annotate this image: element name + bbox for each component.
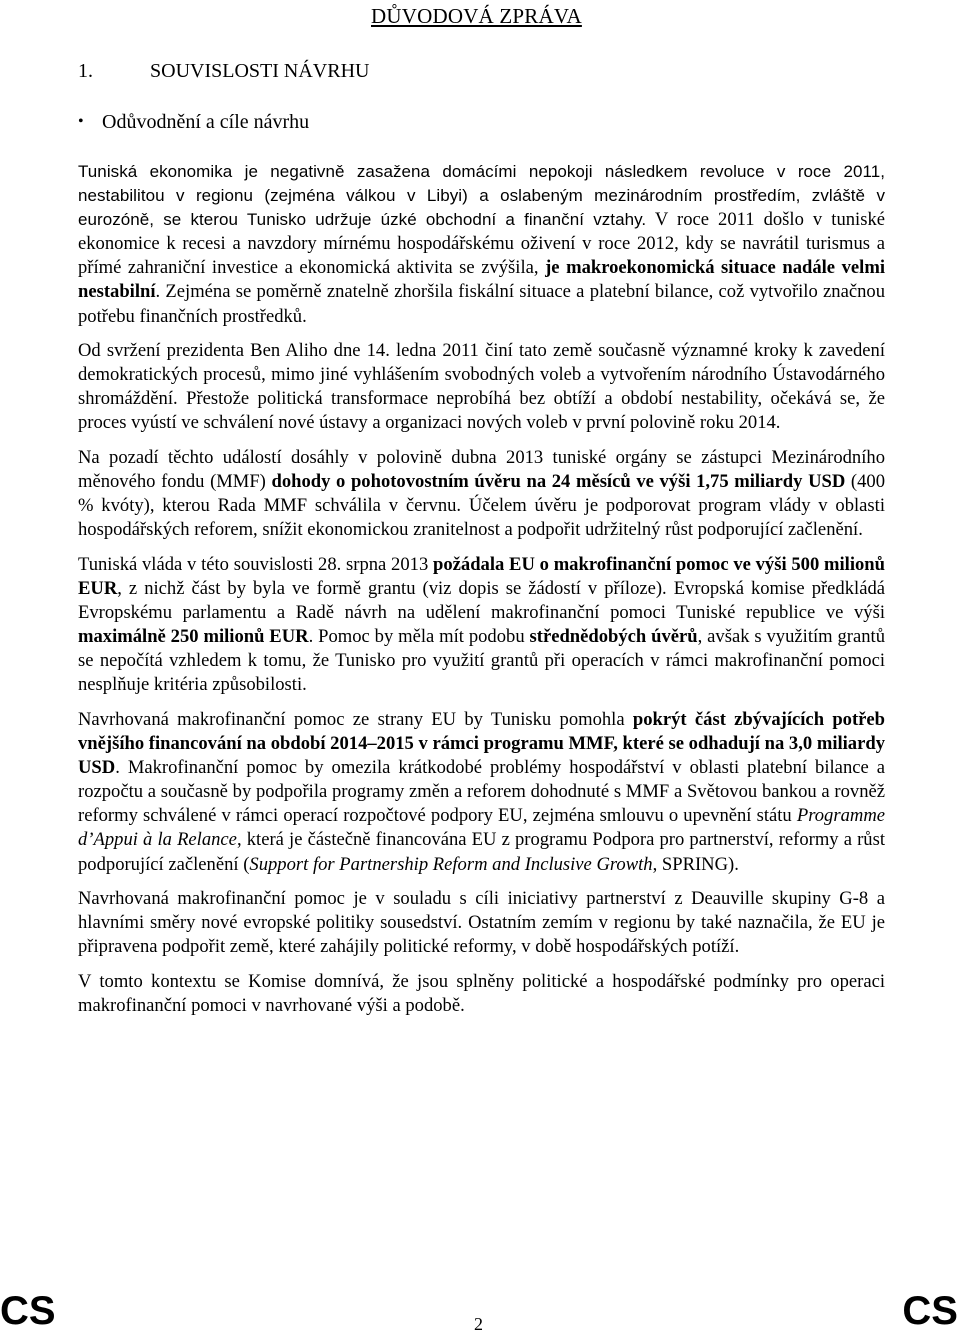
text-run: V roce 2011 došlo v tuniské ekonomice k recesi a navzdory mírnému hospodářskému oživení v roce 2012, kdy se navrátil turismus a přímé zahraniční investice a ekonomická aktivita se zvýšila, xyxy=(78,209,885,279)
text-run: , SPRING). xyxy=(652,853,739,875)
bold-text: je makroekonomická situace nadále velmi nestabilní xyxy=(78,257,885,303)
bold-text: střednědobých úvěrů xyxy=(529,626,698,648)
text-run: Od svržení prezidenta Ben Aliho dne 14. ledna 2011 činí tato země současně významné kroky k zavedení demokratických procesů, mimo jiné vyhlášením svobodných voleb a vytvořením národního Ústavodárného shromáždění. Přestože politická transformace neprobíhá bez obtíží a období nestability, očekává se, že proces vyústí ve schválení nové ústavy a organizaci nových voleb v první polovině roku 2014. xyxy=(78,340,885,434)
body-paragraph xyxy=(78,160,885,329)
italic-text: Programme d’Appui à la Relance xyxy=(78,805,885,851)
page-title: DŮVODOVÁ ZPRÁVA xyxy=(371,4,582,28)
document-body xyxy=(78,160,885,1029)
bullet-icon: • xyxy=(78,113,84,130)
section-title: SOUVISLOSTI NÁVRHU xyxy=(150,60,370,82)
text-run: Navrhovaná makrofinanční pomoc ze strany EU by Tunisku pomohla xyxy=(78,708,633,730)
body-paragraph xyxy=(78,553,885,698)
body-paragraph xyxy=(78,887,885,959)
italic-text: Support for Partnership Reform and Inclusive Growth xyxy=(249,853,653,875)
section-number: 1. xyxy=(78,60,93,82)
subsection-title: Odůvodnění a cíle návrhu xyxy=(102,111,310,133)
text-run: , avšak s využitím grantů se nepočítá vzhledem k tomu, že Tunisko pro využití grantů při operacích v rámci makrofinanční pomoci nesplňuje kritéria způsobilosti. xyxy=(78,626,885,696)
bold-text: dohody o pohotovostním úvěru na 24 měsíců ve výši 1,75 miliardy USD xyxy=(271,471,846,493)
section-heading xyxy=(78,60,369,83)
bold-text: pokrýt část zbývajících potřeb vnějšího financování na období 2014–2015 v rámci programu MMF, které se odhadují na 3,0 miliardy USD xyxy=(78,708,885,779)
text-run: . Pomoc by měla mít podobu xyxy=(308,626,530,648)
body-paragraph xyxy=(78,446,885,542)
text-run: Na pozadí těchto událostí dosáhly v polovině dubna 2013 tuniské orgány se zástupci Mezinárodního měnového fondu (MMF) xyxy=(78,447,885,493)
text-run: Navrhovaná makrofinanční pomoc je v souladu s cíli iniciativy partnerství z Deauville skupiny G-8 a hlavními směry nové evropské politiky sousedství. Ostatním zemím v regionu by také naznačila, že EU je připravena podpořit země, které zahájily politické reformy, v době hospodářských potíží. xyxy=(78,888,885,958)
body-paragraph xyxy=(78,970,885,1018)
footer-language-code-left: CS xyxy=(0,1289,56,1333)
page-number: 2 xyxy=(474,1314,483,1334)
bold-text: požádala EU o makrofinanční pomoc ve výši 500 milionů EUR xyxy=(78,553,885,599)
text-run: V tomto kontextu se Komise domnívá, že jsou splněny politické a hospodářské podmínky pro operaci makrofinanční pomoci v navrhované výši a podobě. xyxy=(78,970,885,1016)
text-run: . Zejména se poměrně znatelně zhoršila fiskální situace a platební bilance, což vytvořilo značnou potřebu finančních prostředků. xyxy=(78,281,885,327)
subsection-heading xyxy=(78,111,309,134)
text-run: Tuniská vláda v této souvislosti 28. srpna 2013 xyxy=(78,553,434,575)
text-run: Tuniská ekonomika je negativně zasažena domácími nepokoji následkem revoluce v roce 2011, nestabilitou v regionu (zejména válkou v Libyi) a oslabeným mezinárodním prostředím, zvláště v eurozóně, se kterou Tunisko udržuje úzké obchodní a finanční vztahy. xyxy=(78,162,885,230)
body-paragraph xyxy=(78,339,885,435)
bold-text: maximálně 250 milionů EUR xyxy=(78,626,309,648)
text-run: , která je částečně financována EU z programu Podpora pro partnerství, reformy a růst podporující začlenění ( xyxy=(78,829,886,875)
text-run: . Makrofinanční pomoc by omezila krátkodobé problémy hospodářství v oblasti platební bilance a rozpočtu a současně by podpořila programy změn a reforem dohodnuté s MMF a Světovou bankou a rovněž reformy schválené v rámci operací rozpočtové podpory EU, zejména smlouvu o upevnění státu xyxy=(78,757,885,827)
text-run: , z nichž část by byla ve formě grantu (viz dopis se žádostí v příloze). Evropská komise předkládá Evropskému parlamentu a Radě návrh na udělení makrofinanční pomoci Tuniské republice ve výši xyxy=(78,578,885,624)
text-run: (400 % kvóty), kterou Rada MMF schválila v červnu. Účelem úvěru je podporovat program vlády v oblasti hospodářských reforem, snížit ekonomickou zranitelnost a podpořit udržitelný růst podporující začlenění. xyxy=(78,471,885,541)
footer-language-code-right: CS xyxy=(902,1289,958,1333)
body-paragraph xyxy=(78,708,885,877)
